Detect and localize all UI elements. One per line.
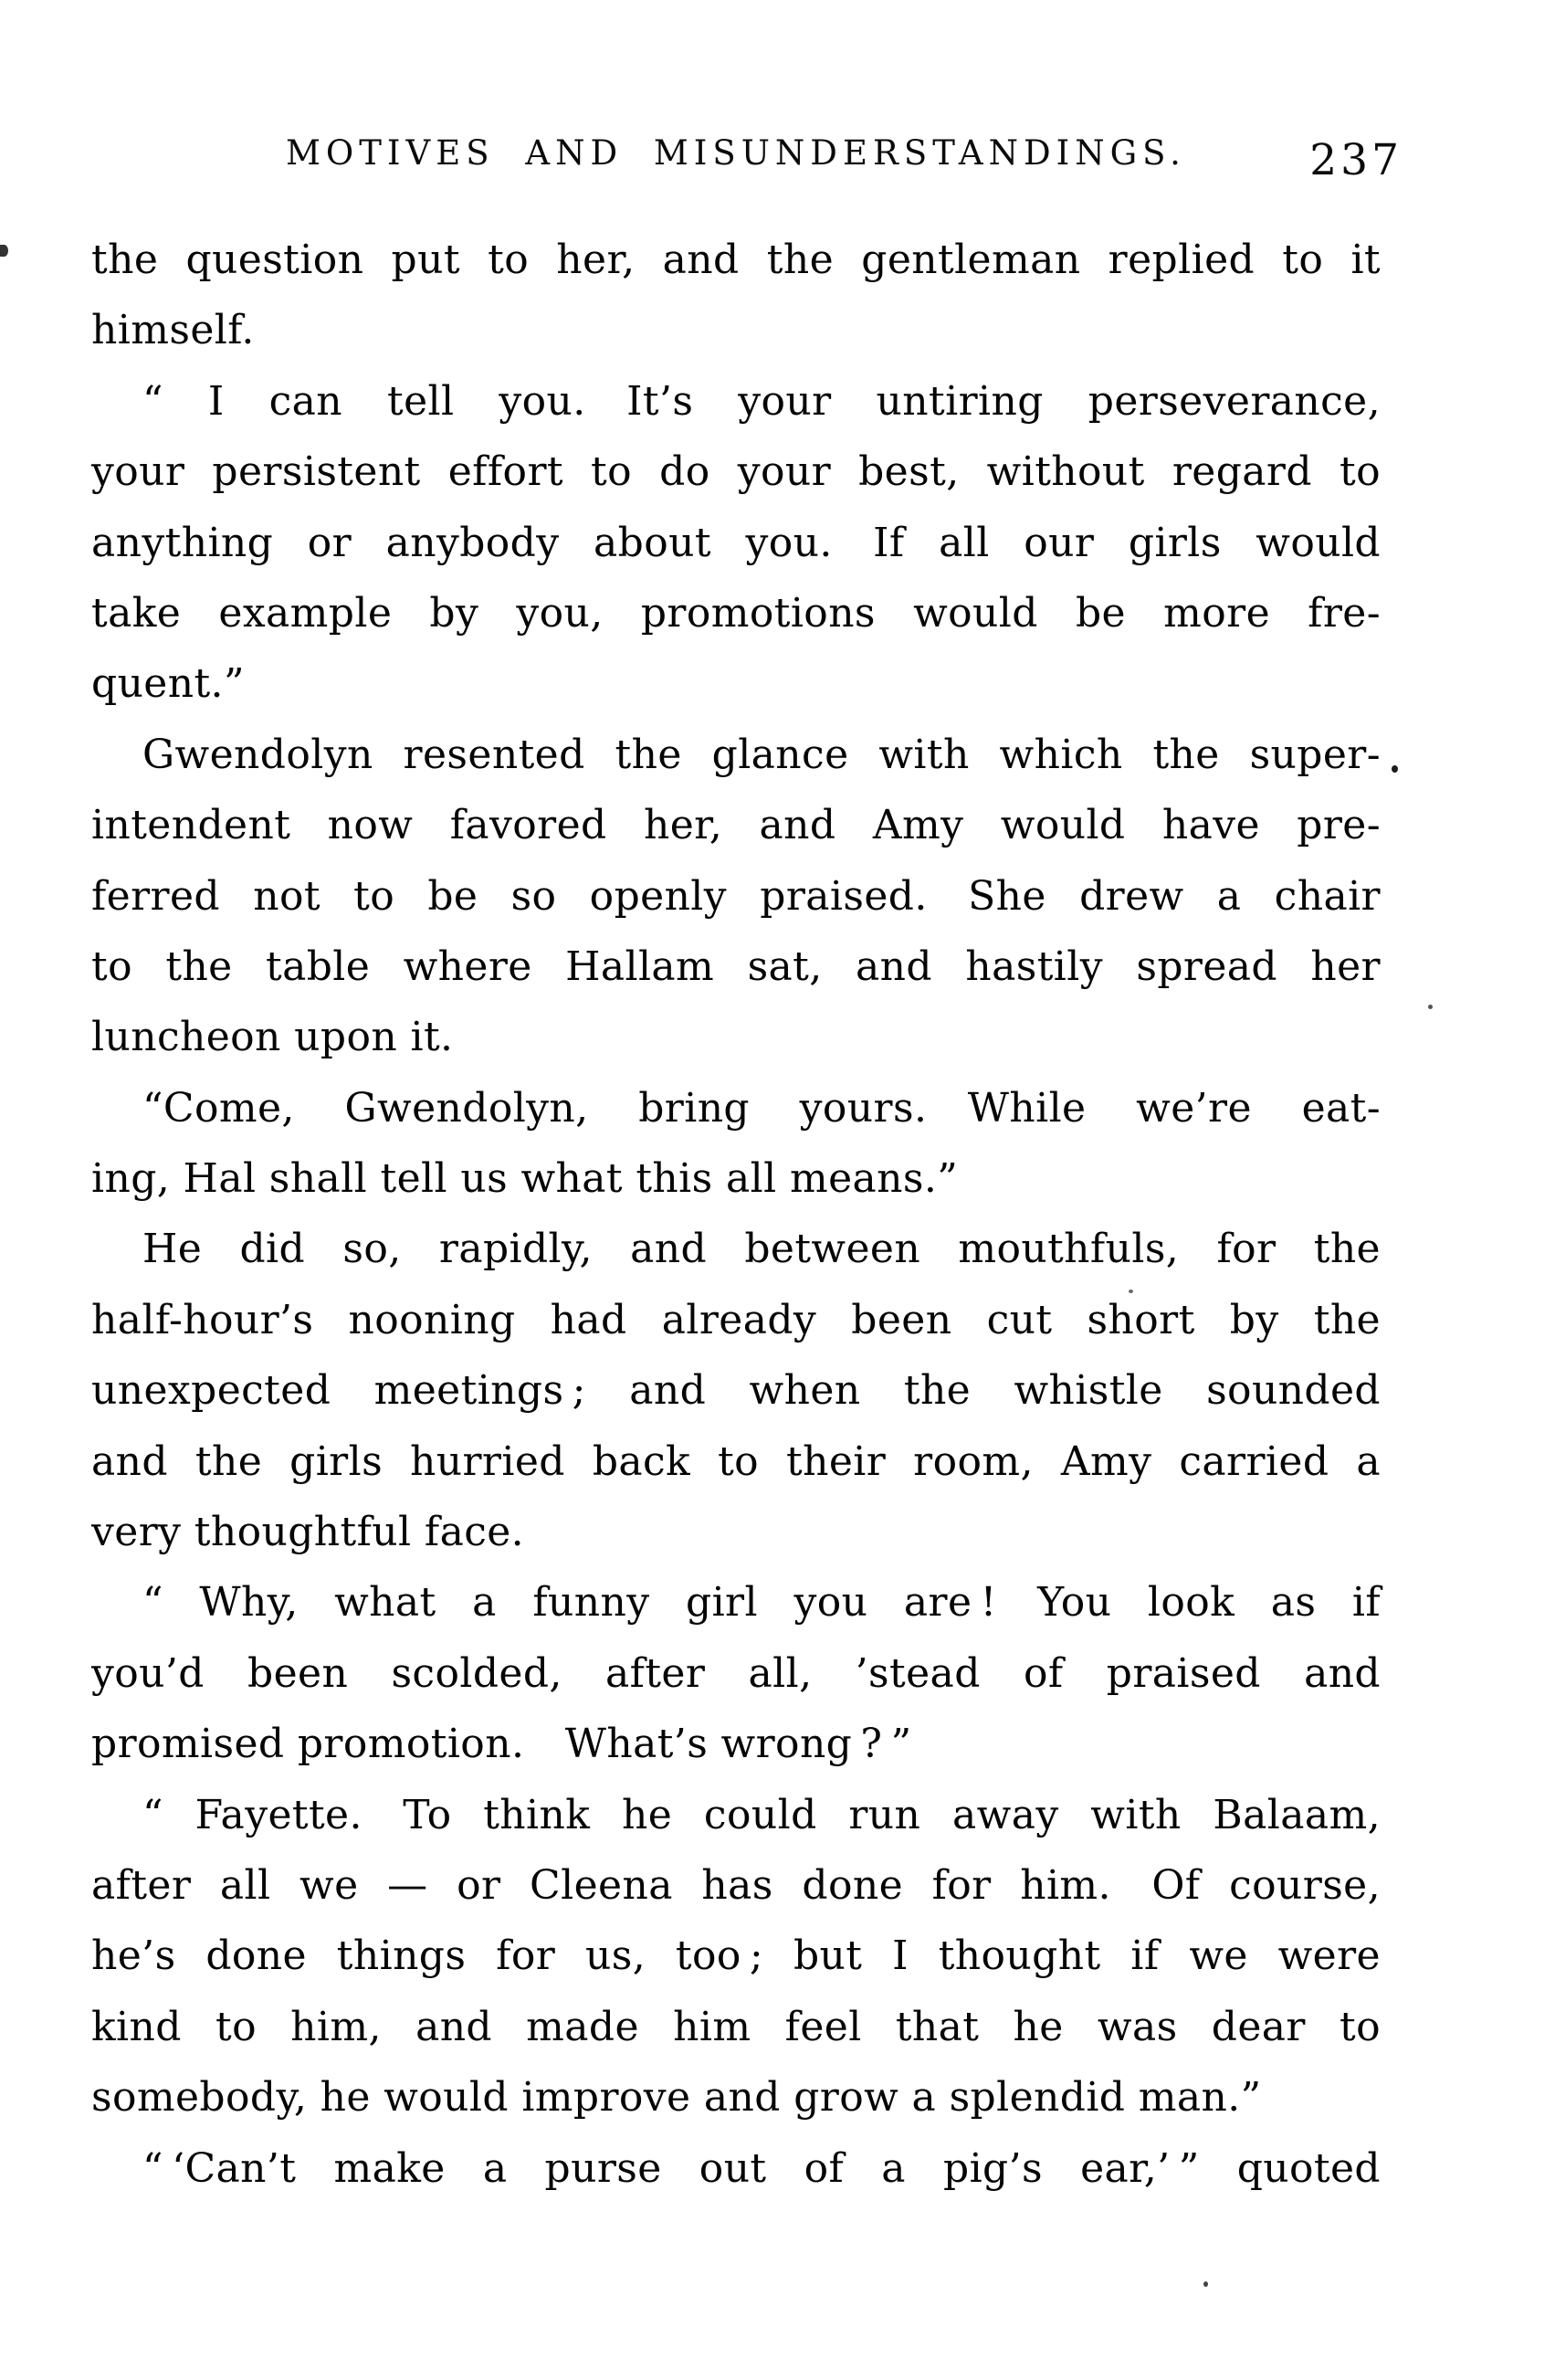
text-line: and the girls hurried back to their room, Amy carried a <box>91 1437 1381 1485</box>
text-line: half-hour’s nooning had already been cut short by the <box>91 1296 1381 1343</box>
body-text <box>91 225 1381 2204</box>
scan-speck <box>1428 1005 1433 1009</box>
text-line: he’s done things for us, too ; but I thought if we were <box>91 1932 1381 1980</box>
text-line: Gwendolyn resented the glance with which the super- <box>142 731 1381 778</box>
text-line: ing, Hal shall tell us what this all means.” <box>91 1155 959 1203</box>
text-line: after all we — or Cleena has done for him. Of course, <box>91 1861 1381 1909</box>
text-line: kind to him, and made him feel that he was dear to <box>91 2003 1381 2050</box>
scan-speck <box>1392 765 1398 773</box>
text-line: anything or anybody about you. If all our girls would <box>91 519 1381 566</box>
text-line: “ Why, what a funny girl you are ! You look as if <box>142 1579 1381 1627</box>
text-line: himself. <box>91 307 255 354</box>
text-line: ferred not to be so openly praised. She drew a chair <box>91 872 1381 920</box>
text-line: unexpected meetings ; and when the whistle sounded <box>91 1367 1381 1415</box>
page-header <box>91 133 1403 197</box>
text-line: “ Fayette. To think he could run away with Balaam, <box>142 1791 1381 1838</box>
text-line: the question put to her, and the gentleman replied to it <box>91 237 1381 283</box>
text-line: He did so, rapidly, and between mouthfuls, for the <box>142 1226 1381 1273</box>
text-line: your persistent effort to do your best, without regard to <box>91 448 1381 496</box>
text-line: to the table where Hallam sat, and hastily spread her <box>91 943 1381 990</box>
running-head-title: MOTIVES AND MISUNDERSTANDINGS. <box>286 133 1186 173</box>
page-number: 237 <box>1309 135 1403 185</box>
text-line: “ I can tell you. It’s your untiring perseverance, <box>142 377 1381 425</box>
scan-speck <box>1203 2281 1208 2287</box>
text-line: very thoughtful face. <box>91 1509 525 1556</box>
text-line: promised promotion. What’s wrong ? ” <box>91 1721 912 1768</box>
scan-speck <box>0 245 8 257</box>
text-line: quent.” <box>91 660 245 708</box>
text-line: you’d been scolded, after all, ’stead of praised and <box>91 1649 1381 1697</box>
text-line: “Come, Gwendolyn, bring yours. While we’re eat- <box>142 1084 1381 1132</box>
text-line: somebody, he would improve and grow a splendid man.” <box>91 2074 1262 2122</box>
text-line: luncheon upon it. <box>91 1014 454 1061</box>
text-line: “ ‘Can’t make a purse out of a pig’s ear,’ ” quoted <box>142 2144 1381 2192</box>
text-line: take example by you, promotions would be more fre- <box>91 589 1381 637</box>
scan-speck <box>1129 1290 1133 1293</box>
text-line: intendent now favored her, and Amy would have pre- <box>91 802 1381 849</box>
